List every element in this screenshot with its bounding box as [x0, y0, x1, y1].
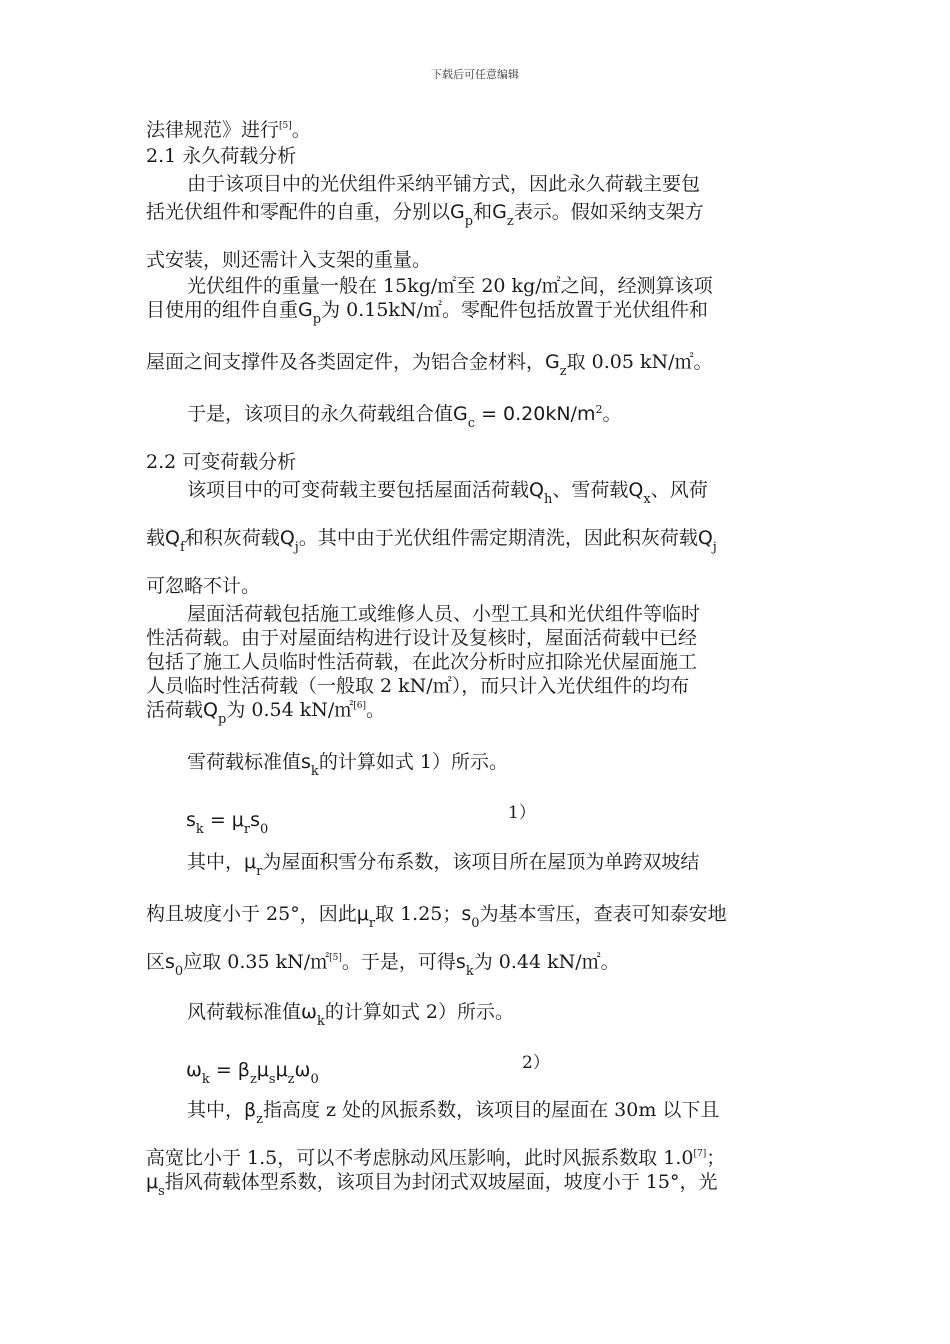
section-heading-2-2: 2.2 可变荷载分析	[146, 451, 297, 473]
text-line: 性活荷载。由于对屋面结构进行设计及复核时，屋面活荷载中已经	[146, 627, 698, 649]
text-line: 可忽略不计。	[146, 575, 261, 597]
text-line: 雪荷载标准值$s_k$的计算如式 1）所示。	[187, 751, 508, 779]
text-line: 载$Q_f$和积灰荷载$Q_j$。其中由于光伏组件需定期清洗，因此积灰荷载$Q_j$	[146, 527, 717, 555]
text-line: 于是，该项目的永久荷载组合值$G_c = 0.20kN/m^2$。	[187, 403, 622, 431]
text-line: 其中，$\beta_z$指高度 z 处的风振系数，该项目的屋面在 30m 以下且	[187, 1099, 720, 1127]
text-line: 式安装，则还需计入支架的重量。	[146, 249, 432, 271]
section-heading-2-1: 2.1 永久荷载分析	[146, 145, 297, 167]
text-line: 目使用的组件自重$G_p$为 0.15kN/㎡。零配件包括放置于光伏组件和	[146, 299, 708, 327]
equation-2: $\omega_k = \beta_z\mu_s\mu_z\omega_0$	[186, 1059, 319, 1087]
text-line: 人员临时性活荷载（一般取 2 kN/㎡），而只计入光伏组件的均布	[146, 675, 690, 697]
text-line: 光伏组件的重量一般在 15kg/㎡至 20 kg/㎡之间，经测算该项	[187, 275, 713, 297]
equation-number-1: 1）	[508, 803, 536, 823]
text-line: 其中，$\mu_r$为屋面积雪分布系数，该项目所在屋顶为单跨双坡结	[187, 851, 700, 879]
text-line: 高宽比小于 1.5，可以不考虑脉动风压影响，此时风振系数取 1.0[7]；	[146, 1147, 726, 1169]
text-line: 屋面之间支撑件及各类固定件，为铝合金材料，$G_z$取 0.05 kN/㎡。	[146, 351, 713, 379]
page-header: 下载后可任意编辑	[431, 68, 519, 81]
text-line: 区$s_0$应取 0.35 kN/㎡[5]。于是，可得$s_k$为 0.44 kN/㎡。	[146, 951, 620, 979]
text-line: 该项目中的可变荷载主要包括屋面活荷载$Q_h$、雪荷载$Q_x$、风荷	[187, 479, 708, 507]
text-line: 括光伏组件和零配件的自重，分别以$G_p$和$G_z$表示。假如采纳支架方	[146, 201, 704, 229]
text-line: 构且坡度小于 25°，因此$\mu_r$取 1.25；$s_0$为基本雪压，查表可知泰安地	[146, 903, 727, 931]
text-line: 风荷载标准值$\omega_k$的计算如式 2）所示。	[187, 1001, 514, 1029]
text-line: 屋面活荷载包括施工或维修人员、小型工具和光伏组件等临时	[187, 603, 701, 625]
text-line: $\mu_s$指风荷载体型系数，该项目为封闭式双坡屋面，坡度小于 15°，光	[146, 1171, 718, 1199]
equation-number-2: 2）	[522, 1053, 550, 1073]
text-line: 包括了施工人员临时性活荷载，在此次分析时应扣除光伏屋面施工	[146, 651, 698, 673]
equation-1: $s_k = \mu_rs_0$	[186, 809, 269, 837]
text-line: 活荷载$Q_p$为 0.54 kN/㎡[6]。	[146, 699, 386, 727]
text-line: 法律规范》进行[5]。	[146, 119, 311, 141]
text-line: 由于该项目中的光伏组件采纳平铺方式，因此永久荷载主要包	[187, 173, 701, 195]
